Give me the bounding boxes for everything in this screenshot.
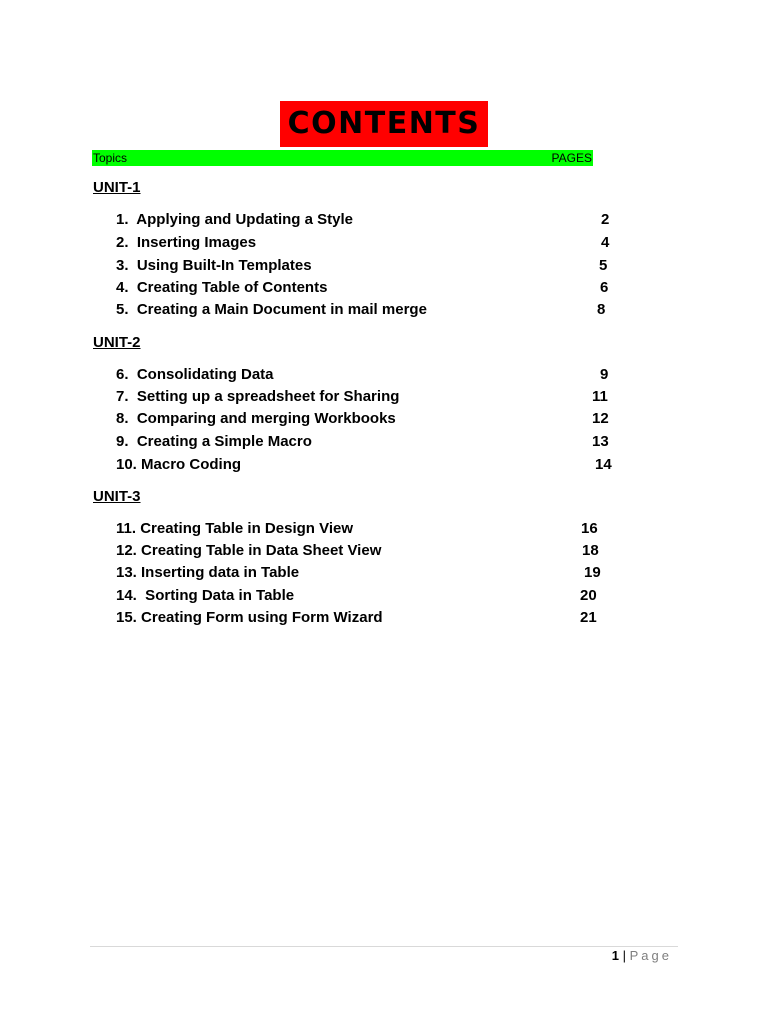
pages-column-label: PAGES — [551, 151, 592, 165]
unit-heading: UNIT-3 — [93, 488, 141, 505]
toc-topic: 14. Sorting Data in Table — [116, 587, 295, 604]
toc-entry — [116, 365, 636, 385]
toc-topic: 11. Creating Table in Design View — [116, 520, 354, 537]
toc-topic: 3. Using Built-In Templates — [116, 257, 312, 274]
toc-entry — [116, 256, 636, 276]
column-header-bar — [92, 150, 593, 166]
toc-entry — [116, 608, 636, 628]
toc-topic: 6. Consolidating Data — [116, 366, 274, 383]
contents-title: CONTENTS — [287, 106, 481, 141]
toc-topic: 8. Comparing and merging Workbooks — [116, 410, 396, 427]
toc-entry — [116, 541, 636, 561]
toc-entry — [116, 409, 636, 429]
toc-page-number: 11 — [592, 388, 608, 405]
toc-entry — [116, 563, 636, 583]
toc-page-number: 6 — [600, 279, 609, 296]
toc-page-number: 21 — [580, 609, 597, 626]
contents-title-box — [280, 101, 488, 147]
unit-heading: UNIT-2 — [93, 334, 141, 351]
toc-topic: 7. Setting up a spreadsheet for Sharing — [116, 388, 400, 405]
toc-entry — [116, 278, 636, 298]
toc-topic: 13. Inserting data in Table — [116, 564, 300, 581]
toc-page-number: 5 — [599, 257, 608, 274]
toc-page-number: 12 — [592, 410, 609, 427]
toc-page-number: 16 — [581, 520, 598, 537]
toc-topic: 15. Creating Form using Form Wizard — [116, 609, 383, 626]
footer-divider — [90, 946, 678, 947]
toc-page-number: 14 — [595, 456, 612, 473]
unit-heading: UNIT-1 — [93, 179, 141, 196]
toc-entry — [116, 586, 636, 606]
toc-page-number: 19 — [584, 564, 601, 581]
footer-page-number: 1 — [611, 948, 620, 963]
toc-page-number: 2 — [601, 211, 610, 228]
toc-topic: 2. Inserting Images — [116, 234, 257, 251]
toc-page-number: 4 — [601, 234, 610, 251]
toc-page-number: 9 — [600, 366, 609, 383]
footer-page-word: Page — [629, 948, 672, 963]
footer-separator: | — [619, 948, 630, 963]
topics-column-label: Topics — [93, 151, 128, 165]
toc-topic: 5. Creating a Main Document in mail merge — [116, 301, 427, 318]
page-footer — [612, 948, 672, 964]
toc-entry — [116, 233, 636, 253]
toc-entry — [116, 210, 636, 230]
toc-page-number: 13 — [592, 433, 609, 450]
toc-topic: 12. Creating Table in Data Sheet View — [116, 542, 382, 559]
toc-topic: 4. Creating Table of Contents — [116, 279, 328, 296]
toc-entry — [116, 455, 636, 475]
toc-entry — [116, 300, 636, 320]
toc-topic: 9. Creating a Simple Macro — [116, 433, 312, 450]
toc-page-number: 20 — [580, 587, 597, 604]
toc-entry — [116, 519, 636, 539]
toc-entry — [116, 387, 636, 407]
toc-topic: 1. Applying and Updating a Style — [116, 211, 353, 228]
toc-entry — [116, 432, 636, 452]
toc-page-number: 8 — [597, 301, 606, 318]
toc-topic: 10. Macro Coding — [116, 456, 242, 473]
toc-page-number: 18 — [582, 542, 599, 559]
